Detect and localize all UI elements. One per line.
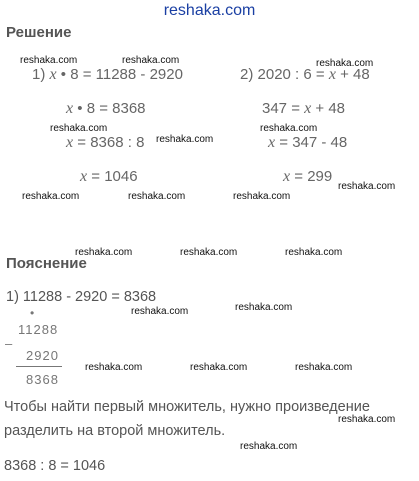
watermark: reshaka.com [156,134,214,145]
watermark: reshaka.com [131,306,189,317]
watermark: reshaka.com [85,362,143,373]
step-1-equation: 1) 11288 - 2920 = 8368 [6,289,157,305]
column-divider [16,366,62,367]
equation-left-1: 1) x • 8 = 11288 - 2920 [32,66,183,83]
site-title: reshaka.com [163,2,256,19]
watermark: reshaka.com [316,58,374,69]
column-minus-sign: – [5,336,14,351]
watermark: reshaka.com [338,181,396,192]
watermark: reshaka.com [180,247,238,258]
equation-left-2: x • 8 = 8368 [66,100,146,117]
column-subtrahend: 2920 [26,348,59,363]
watermark: reshaka.com [338,414,396,425]
equation-right-2: 347 = x + 48 [262,100,346,117]
watermark: reshaka.com [128,191,186,202]
watermark: reshaka.com [20,55,78,66]
explanation-heading: Пояснение [6,255,87,272]
watermark: reshaka.com [295,362,353,373]
rule-text-line-1: Чтобы найти первый множитель, нужно произведение [4,399,370,415]
equation-right-4: x = 299 [283,168,333,185]
equation-right-3: x = 347 - 48 [268,134,348,151]
watermark: reshaka.com [122,55,180,66]
equation-left-3: x = 8368 : 8 [66,134,145,151]
carry-dot: • [30,306,36,320]
column-minuend: 11288 [18,322,59,337]
column-result: 8368 [26,372,59,387]
rule-text-line-2: разделить на второй множитель. [4,423,226,439]
watermark: reshaka.com [233,191,291,202]
equation-right-1: 2) 2020 : 6 = x + 48 [240,66,370,83]
equation-left-4: x = 1046 [80,168,138,185]
watermark: reshaka.com [75,247,133,258]
watermark: reshaka.com [22,191,80,202]
watermark: reshaka.com [260,123,318,134]
final-step-equation: 8368 : 8 = 1046 [4,458,106,474]
watermark: reshaka.com [240,441,298,452]
watermark: reshaka.com [285,247,343,258]
watermark: reshaka.com [50,123,108,134]
watermark: reshaka.com [190,362,248,373]
watermark: reshaka.com [235,302,293,313]
solution-heading: Решение [6,24,72,41]
